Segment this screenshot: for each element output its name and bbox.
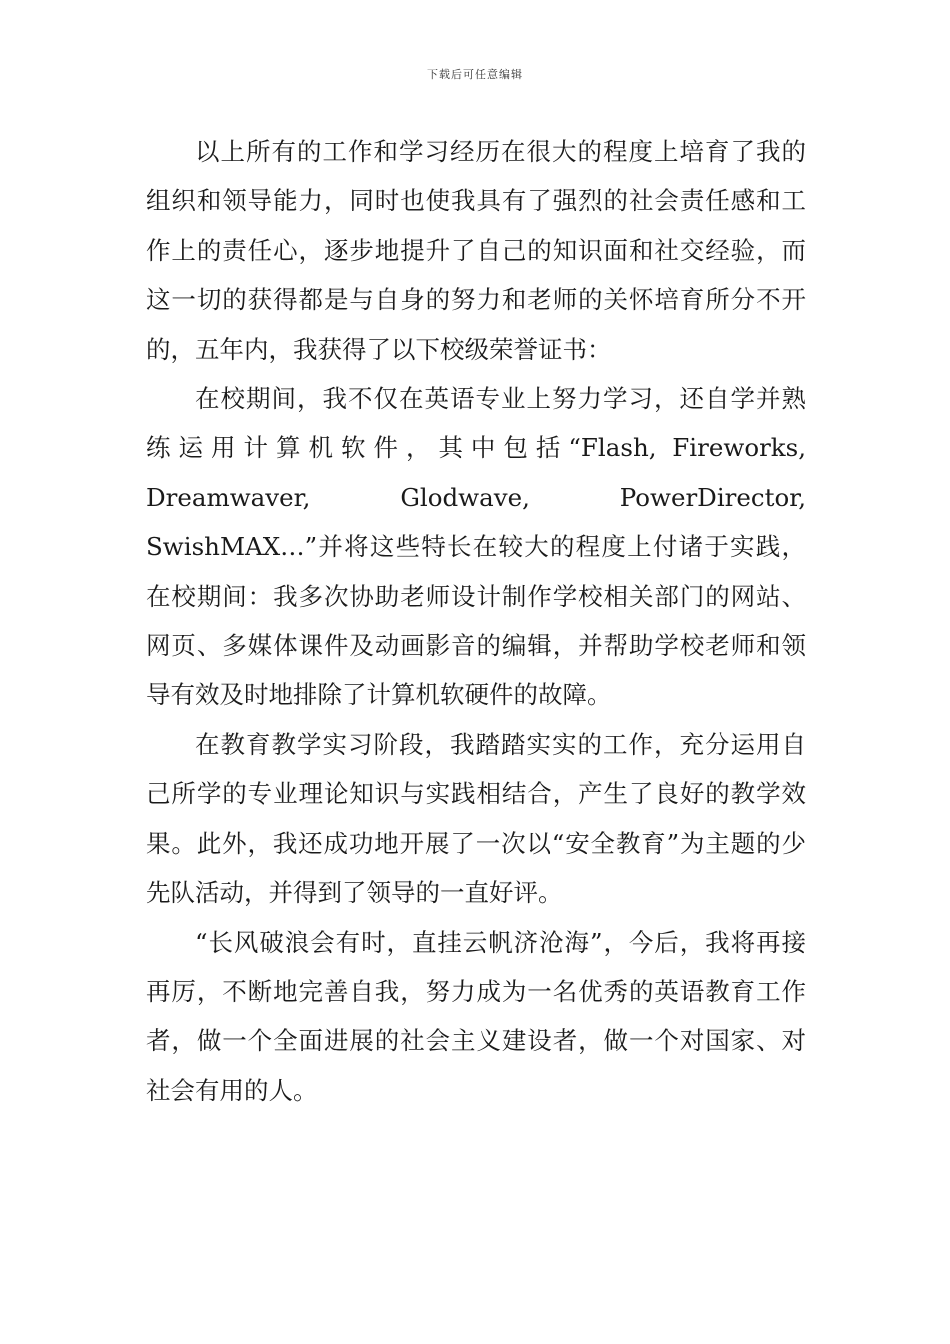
paragraph-experience: 以上所有的工作和学习经历在很大的程度上培育了我的组织和领导能力，同时也使我具有了强烈的社会责任感和工作上的责任心，逐步地提升了自己的知识面和社交经验，而这一切的获得都是与自身的努力和老师的关怀培育所分不开的，五年内，我获得了以下校级荣誉证书： [146,137,806,364]
paragraph-conclusion: “长风破浪会有时，直挂云帆济沧海”，今后，我将再接再厉，不断地完善自我，努力成为一名优秀的英语教育工作者，做一个全面进展的社会主义建设者，做一个对国家、对社会有用的人。 [146,927,806,1105]
paragraph-teaching-practice: 在教育教学实习阶段，我踏踏实实的工作，充分运用自己所学的专业理论知识与实践相结合，产生了良好的教学效果。此外，我还成功地开展了一次以“安全教育”为主题的少先队活动，并得到了领导的一直好评。 [146,729,806,908]
document-body [146,127,806,1115]
page-header: 下载后可任意编辑 [427,68,523,81]
paragraph-computer-skills: 在校期间，我不仅在英语专业上努力学习，还自学并熟练运用计算机软件，其中包括“Flash, Fireworks, Dreamwaver, Glodwave, PowerDirector, SwishMAX…”并将这些特长在较大的程度上付诸于实践，在校期间：我多次协助老师设计制作学校相关部门的网站、网页、多媒体课件及动画影音的编辑，并帮助学校老师和领导有效及时地排除了计算机软硬件的故障。 [146,384,806,710]
